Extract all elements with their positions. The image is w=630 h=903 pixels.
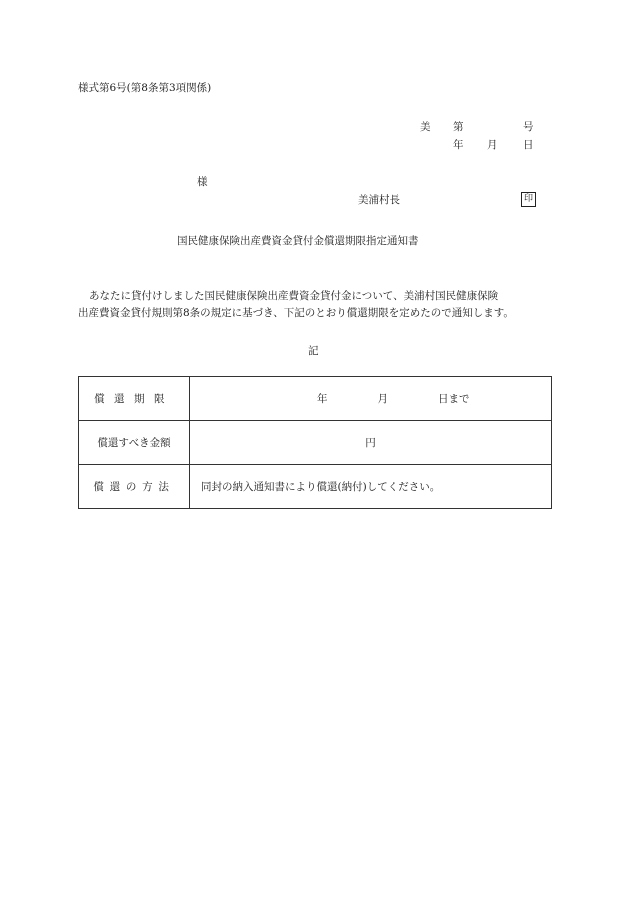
seal-mark: 印	[521, 192, 536, 207]
row-label-deadline: 償還期限	[94, 393, 174, 405]
deadline-day: 日まで	[438, 393, 470, 405]
form-number: 様式第6号(第8条第3項関係)	[78, 82, 212, 94]
deadline-year: 年	[317, 393, 328, 405]
date-month: 月	[487, 139, 498, 151]
issuer-title: 美浦村長	[358, 194, 400, 206]
deadline-month: 月	[377, 393, 388, 405]
doc-ref-dai: 第	[453, 121, 464, 133]
doc-ref-go: 号	[523, 121, 534, 133]
doc-ref-prefix: 美	[420, 121, 431, 133]
addressee-sama: 様	[197, 176, 208, 188]
table-row	[79, 465, 552, 509]
table-row	[79, 377, 552, 421]
body-line-1: あなたに貸付けしました国民健康保険出産費資金貸付金について、美浦村国民健康保険	[89, 290, 499, 302]
method-value: 同封の納入通知書により償還(納付)してください。	[201, 481, 441, 493]
document-title: 国民健康保険出産費資金貸付金償還期限指定通知書	[177, 235, 419, 247]
date-year: 年	[453, 139, 464, 151]
ki-heading: 記	[308, 345, 319, 357]
amount-value: 円	[365, 437, 376, 449]
body-line-2: 出産費資金貸付規則第8条の規定に基づき、下記のとおり償還期限を定めたので通知します。	[78, 307, 514, 319]
body-text	[78, 288, 558, 322]
date-day: 日	[523, 139, 534, 151]
row-label-amount: 償還すべき金額	[97, 437, 171, 449]
repayment-table	[78, 376, 552, 509]
row-label-method: 償還の方法	[93, 481, 175, 493]
table-row	[79, 421, 552, 465]
